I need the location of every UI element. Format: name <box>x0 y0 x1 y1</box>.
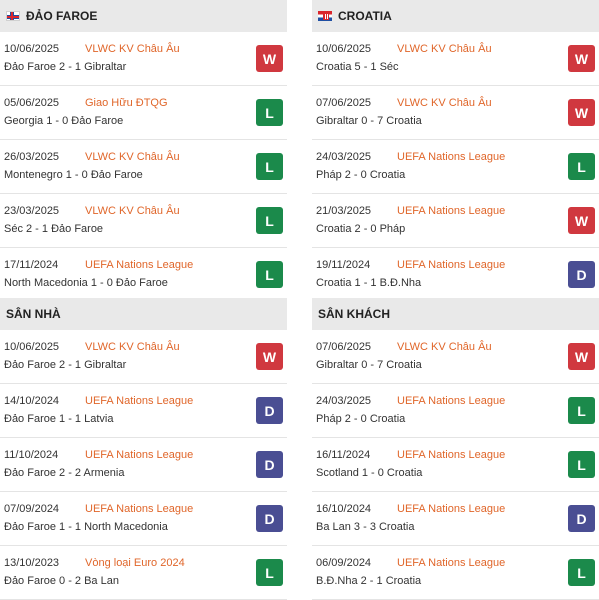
match-score: Đảo Faroe 1 - 1 North Macedonia <box>4 521 168 533</box>
panel-title: SÂN KHÁCH <box>318 307 390 321</box>
result-badge: W <box>568 343 595 370</box>
match-date: 10/06/2025 <box>316 43 372 55</box>
match-date: 14/10/2024 <box>4 395 60 407</box>
competition-link[interactable]: VLWC KV Châu Âu <box>397 97 492 109</box>
result-badge: W <box>568 99 595 126</box>
match-row[interactable] <box>312 140 599 194</box>
match-row[interactable] <box>312 86 599 140</box>
match-date: 13/10/2023 <box>4 557 60 569</box>
result-badge: W <box>568 207 595 234</box>
match-row[interactable] <box>0 248 287 302</box>
competition-link[interactable]: VLWC KV Châu Âu <box>397 341 492 353</box>
panel-title: ĐẢO FAROE <box>26 9 98 23</box>
match-score: Croatia 1 - 1 B.Đ.Nha <box>316 277 422 289</box>
competition-link[interactable]: UEFA Nations League <box>397 151 506 163</box>
match-row[interactable] <box>312 546 599 600</box>
match-date: 16/10/2024 <box>316 503 372 515</box>
competition-link[interactable]: VLWC KV Châu Âu <box>85 43 180 55</box>
competition-link[interactable]: UEFA Nations League <box>85 449 194 461</box>
match-row[interactable] <box>0 438 287 492</box>
match-date: 07/06/2025 <box>316 97 372 109</box>
match-date: 10/06/2025 <box>4 43 60 55</box>
match-date: 16/11/2024 <box>316 449 371 461</box>
match-score: Pháp 2 - 0 Croatia <box>316 169 406 181</box>
competition-link[interactable]: UEFA Nations League <box>397 205 506 217</box>
match-score: Đảo Faroe 2 - 1 Gibraltar <box>4 61 127 73</box>
result-badge: D <box>568 505 595 532</box>
match-row[interactable] <box>312 438 599 492</box>
match-row[interactable] <box>0 384 287 438</box>
competition-link[interactable]: VLWC KV Châu Âu <box>397 43 492 55</box>
result-badge: L <box>256 99 283 126</box>
match-row[interactable] <box>0 86 287 140</box>
competition-link[interactable]: VLWC KV Châu Âu <box>85 341 180 353</box>
match-score: Georgia 1 - 0 Đảo Faroe <box>4 115 124 127</box>
match-score: Đảo Faroe 0 - 2 Ba Lan <box>4 575 119 587</box>
match-score: Đảo Faroe 2 - 1 Gibraltar <box>4 359 127 371</box>
result-badge: W <box>568 45 595 72</box>
match-score: Ba Lan 3 - 3 Croatia <box>316 521 415 533</box>
match-score: Croatia 5 - 1 Séc <box>316 61 399 73</box>
competition-link[interactable]: Giao Hữu ĐTQG <box>85 97 168 109</box>
result-badge: W <box>256 343 283 370</box>
match-row[interactable] <box>312 248 599 302</box>
competition-link[interactable]: UEFA Nations League <box>397 395 506 407</box>
match-date: 07/06/2025 <box>316 341 372 353</box>
match-score: Đảo Faroe 1 - 1 Latvia <box>4 413 114 425</box>
result-badge: L <box>568 559 595 586</box>
match-date: 06/09/2024 <box>316 557 372 569</box>
match-score: Montenegro 1 - 0 Đảo Faroe <box>4 169 143 181</box>
match-date: 24/03/2025 <box>316 151 372 163</box>
match-score: Croatia 2 - 0 Pháp <box>316 223 406 235</box>
result-badge: L <box>568 451 595 478</box>
match-date: 23/03/2025 <box>4 205 60 217</box>
croatia-form-panel <box>312 0 599 302</box>
match-row[interactable] <box>312 32 599 86</box>
result-badge: D <box>256 451 283 478</box>
match-score: Gibraltar 0 - 7 Croatia <box>316 115 422 127</box>
match-date: 10/06/2025 <box>4 341 60 353</box>
competition-link[interactable]: UEFA Nations League <box>397 503 506 515</box>
away-form-panel <box>312 298 599 600</box>
competition-link[interactable]: VLWC KV Châu Âu <box>85 151 180 163</box>
match-score: B.Đ.Nha 2 - 1 Croatia <box>316 575 422 587</box>
panel-title: SÂN NHÀ <box>6 307 61 321</box>
result-badge: L <box>256 207 283 234</box>
competition-link[interactable]: VLWC KV Châu Âu <box>85 205 180 217</box>
match-row[interactable] <box>0 140 287 194</box>
croatia-flag-icon <box>318 11 332 21</box>
match-row[interactable] <box>0 194 287 248</box>
match-date: 24/03/2025 <box>316 395 372 407</box>
result-badge: L <box>568 153 595 180</box>
match-date: 11/10/2024 <box>4 449 59 461</box>
competition-link[interactable]: Vòng loại Euro 2024 <box>85 557 185 569</box>
match-score: North Macedonia 1 - 0 Đảo Faroe <box>4 277 168 289</box>
panel-title: CROATIA <box>338 9 392 23</box>
match-score: Đảo Faroe 2 - 2 Armenia <box>4 467 125 479</box>
match-date: 19/11/2024 <box>316 259 371 271</box>
match-row[interactable] <box>0 32 287 86</box>
competition-link[interactable]: UEFA Nations League <box>397 557 506 569</box>
match-date: 26/03/2025 <box>4 151 60 163</box>
panel-header <box>0 298 287 330</box>
match-date: 05/06/2025 <box>4 97 60 109</box>
match-row[interactable] <box>0 330 287 384</box>
result-badge: L <box>256 153 283 180</box>
home-form-panel <box>0 298 287 600</box>
panel-header <box>0 0 287 32</box>
match-row[interactable] <box>312 492 599 546</box>
competition-link[interactable]: UEFA Nations League <box>85 395 194 407</box>
faroe-form-panel <box>0 0 287 302</box>
match-score: Pháp 2 - 0 Croatia <box>316 413 406 425</box>
result-badge: D <box>256 505 283 532</box>
competition-link[interactable]: UEFA Nations League <box>397 449 506 461</box>
match-row[interactable] <box>0 546 287 600</box>
result-badge: D <box>568 261 595 288</box>
match-date: 07/09/2024 <box>4 503 60 515</box>
match-row[interactable] <box>312 330 599 384</box>
result-badge: L <box>256 261 283 288</box>
result-badge: L <box>256 559 283 586</box>
match-score: Gibraltar 0 - 7 Croatia <box>316 359 422 371</box>
faroe-flag-icon <box>6 11 20 21</box>
result-badge: L <box>568 397 595 424</box>
match-score: Scotland 1 - 0 Croatia <box>316 467 423 479</box>
match-row[interactable] <box>312 194 599 248</box>
panel-header <box>312 0 599 32</box>
competition-link[interactable]: UEFA Nations League <box>85 503 194 515</box>
match-row[interactable] <box>0 492 287 546</box>
result-badge: W <box>256 45 283 72</box>
result-badge: D <box>256 397 283 424</box>
match-date: 17/11/2024 <box>4 259 59 271</box>
panel-header <box>312 298 599 330</box>
match-row[interactable] <box>312 384 599 438</box>
competition-link[interactable]: UEFA Nations League <box>397 259 506 271</box>
match-score: Séc 2 - 1 Đảo Faroe <box>4 223 104 235</box>
competition-link[interactable]: UEFA Nations League <box>85 259 194 271</box>
match-date: 21/03/2025 <box>316 205 372 217</box>
